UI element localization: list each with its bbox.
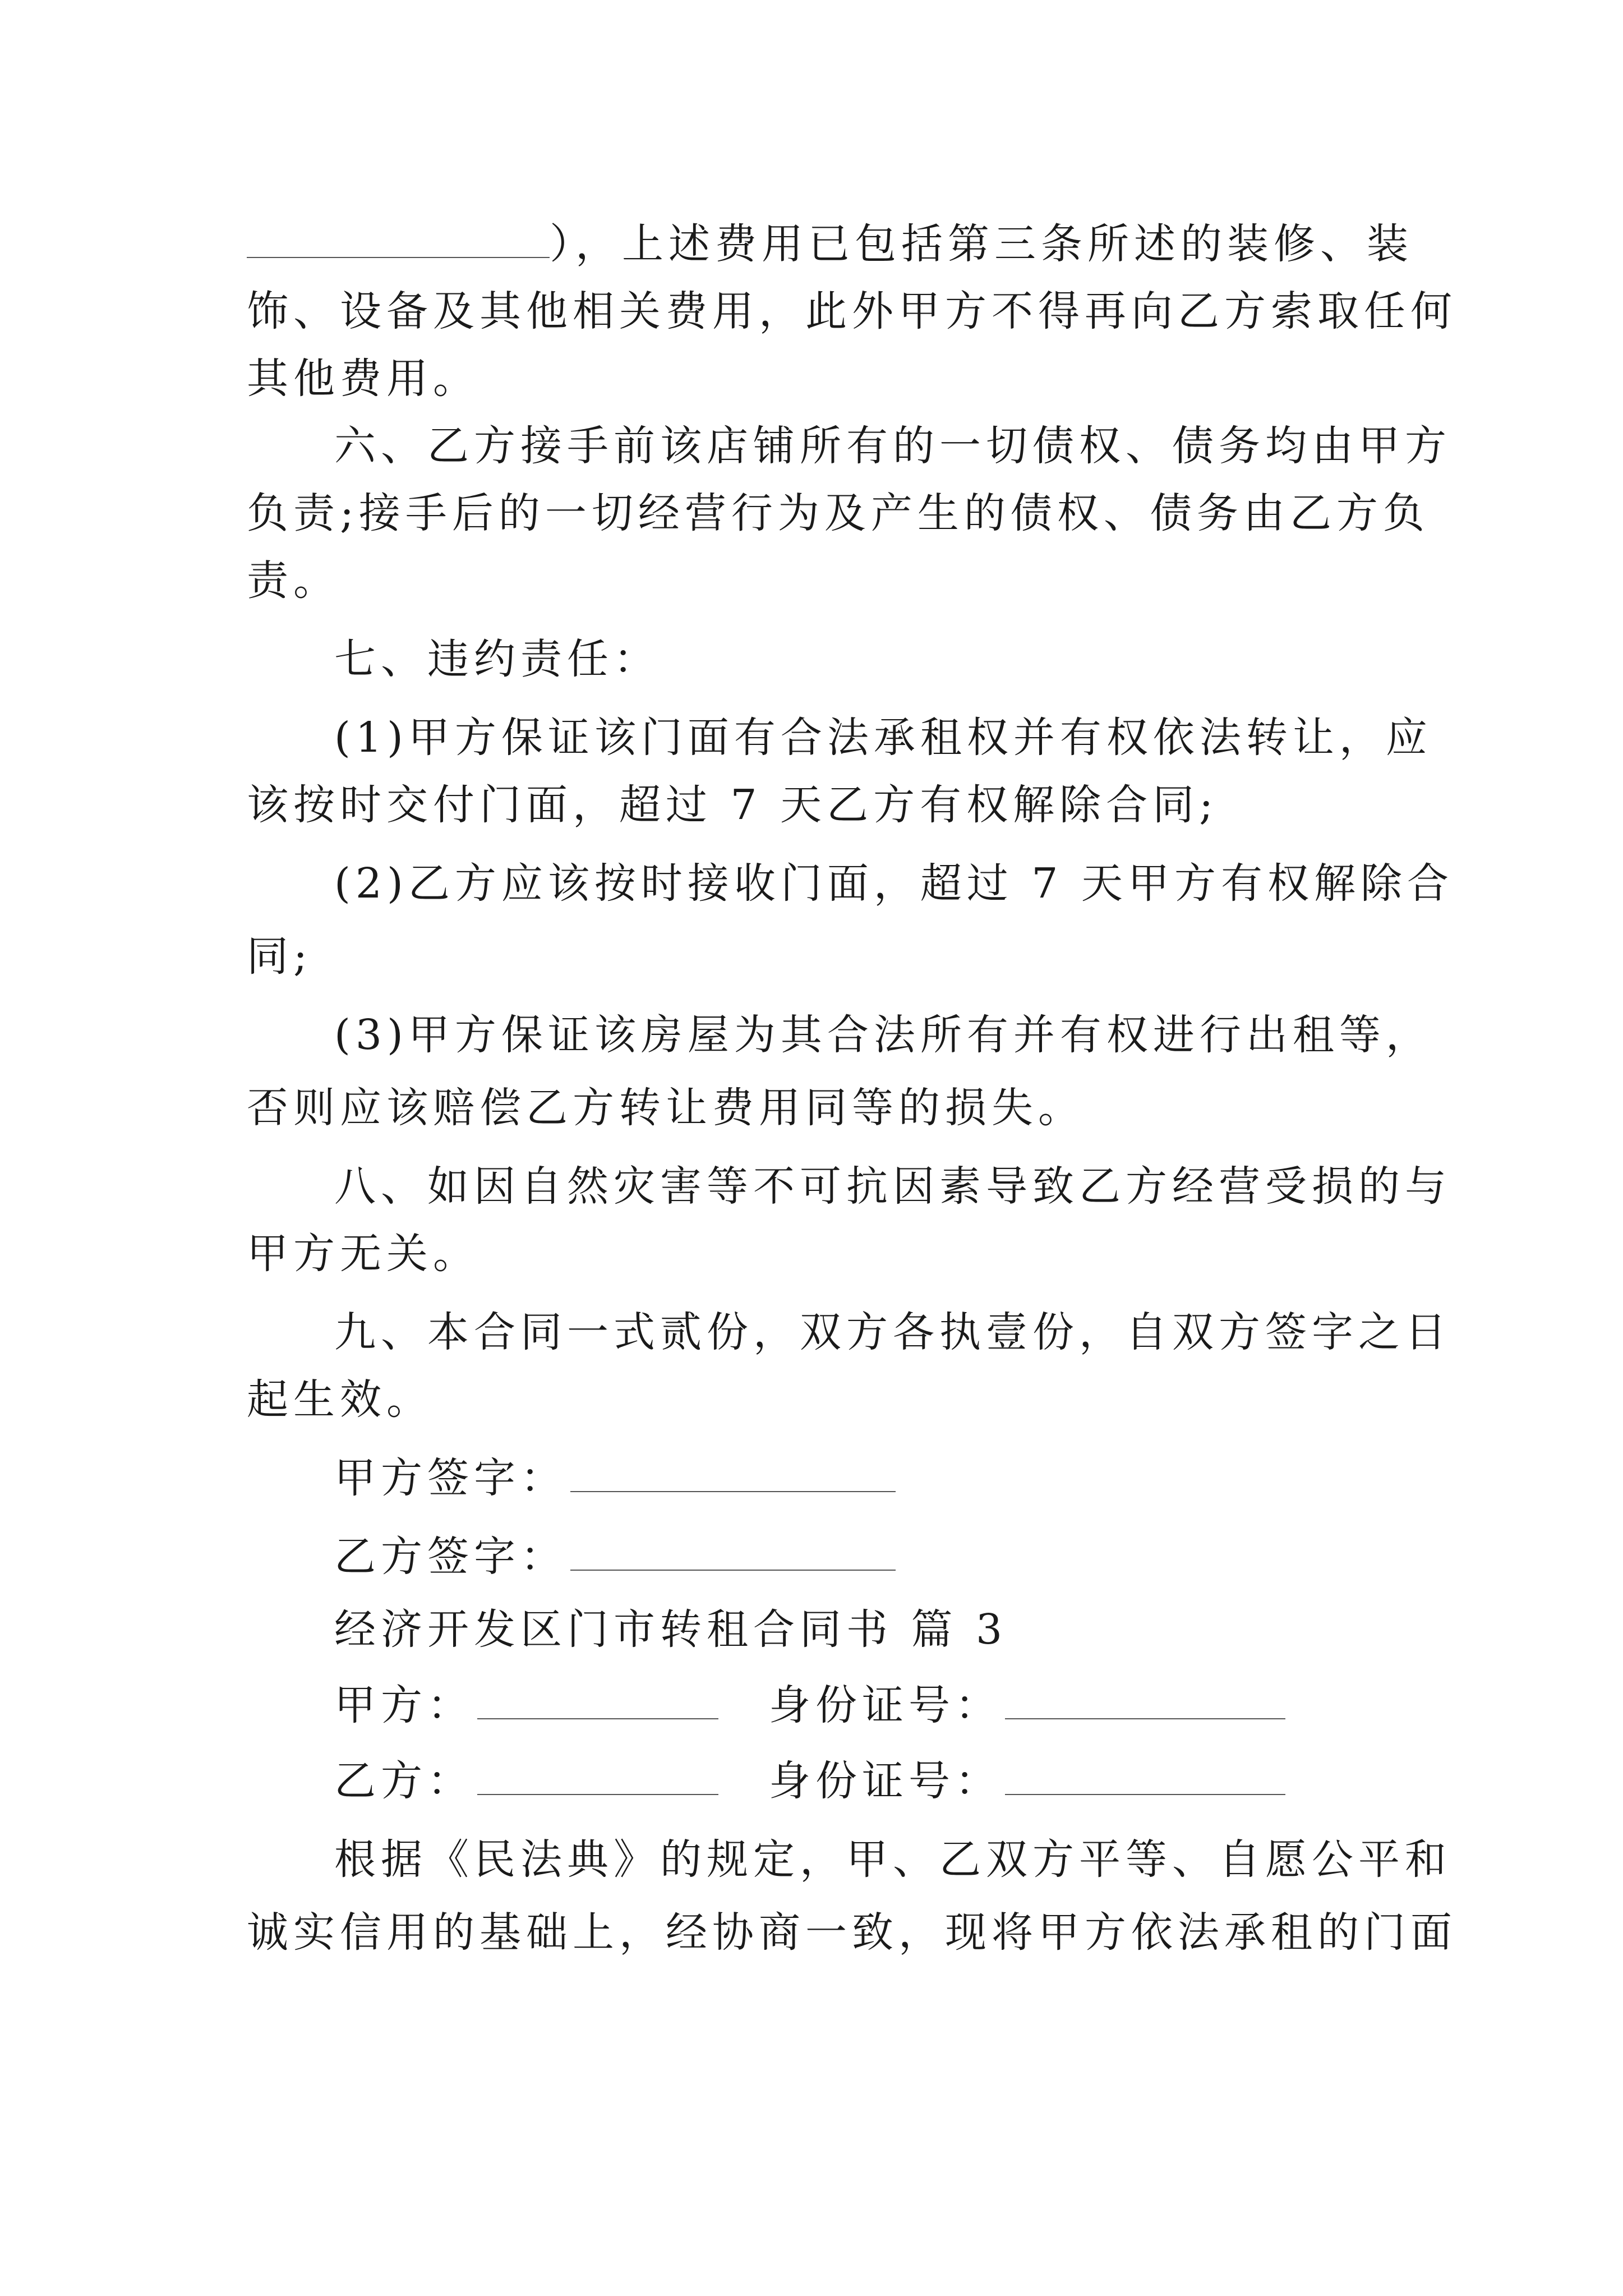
party-b-row	[334, 1753, 1285, 1809]
party-b-signature-row	[334, 1529, 896, 1585]
clause-nine: 九、本合同一式贰份，双方各执壹份，自双方签字之日	[334, 1308, 1451, 1356]
party-a-id-label: 身份证号：	[769, 1681, 1002, 1729]
clause-six: 六、乙方接手前该店铺所有的一切债权、债务均由甲方	[334, 422, 1451, 470]
text-line: 该按时交付门面，超过 7 天乙方有权解除合同;	[247, 781, 1219, 829]
party-a-id-field[interactable]	[1005, 1683, 1285, 1719]
text-line: 其他费用。	[247, 355, 479, 403]
clause-seven-heading: 七、违约责任：	[334, 635, 660, 683]
text-line: ），上述费用已包括第三条所述的装修、装	[247, 216, 1413, 272]
text-line: 起生效。	[247, 1375, 433, 1424]
text-line: 同;	[247, 932, 312, 981]
section-title: 经济开发区门市转租合同书 篇 3	[334, 1605, 1008, 1654]
text-line: 饰、设备及其他相关费用，此外甲方不得再向乙方索取任何	[247, 287, 1457, 335]
party-b-signature-field[interactable]	[570, 1535, 896, 1571]
text-line: 甲方无关。	[247, 1230, 479, 1278]
liability-item-1: (1)甲方保证该门面有合法承租权并有权依法转让，应	[334, 714, 1432, 762]
fee-blank[interactable]	[247, 222, 550, 258]
party-b-label: 乙方：	[334, 1757, 474, 1805]
party-a-signature-field[interactable]	[570, 1456, 896, 1492]
text-line: 负责;接手后的一切经营行为及产生的债权、债务由乙方负	[247, 489, 1430, 537]
party-a-signature-label: 甲方签字：	[334, 1454, 567, 1502]
party-b-signature-label: 乙方签字：	[334, 1533, 567, 1581]
preamble: 根据《民法典》的规定，甲、乙双方平等、自愿公平和	[334, 1835, 1451, 1884]
text-line: 否则应该赔偿乙方转让费用同等的损失。	[247, 1084, 1085, 1132]
party-b-id-label: 身份证号：	[769, 1757, 1002, 1805]
text-line: 责。	[247, 556, 340, 605]
party-b-name-field[interactable]	[477, 1759, 718, 1795]
party-a-name-field[interactable]	[477, 1683, 718, 1719]
liability-item-3: (3)甲方保证该房屋为其合法所有并有权进行出租等，	[334, 1011, 1432, 1059]
liability-item-2: (2)乙方应该按时接收门面，超过 7 天甲方有权解除合	[334, 859, 1454, 908]
party-b-id-field[interactable]	[1005, 1759, 1285, 1795]
clause-eight: 八、如因自然灾害等不可抗因素导致乙方经营受损的与	[334, 1162, 1451, 1211]
party-a-row	[334, 1677, 1285, 1733]
text-line: 诚实信用的基础上，经协商一致，现将甲方依法承租的门面	[247, 1908, 1457, 1957]
party-a-label: 甲方：	[334, 1681, 474, 1729]
party-a-signature-row	[334, 1450, 896, 1506]
